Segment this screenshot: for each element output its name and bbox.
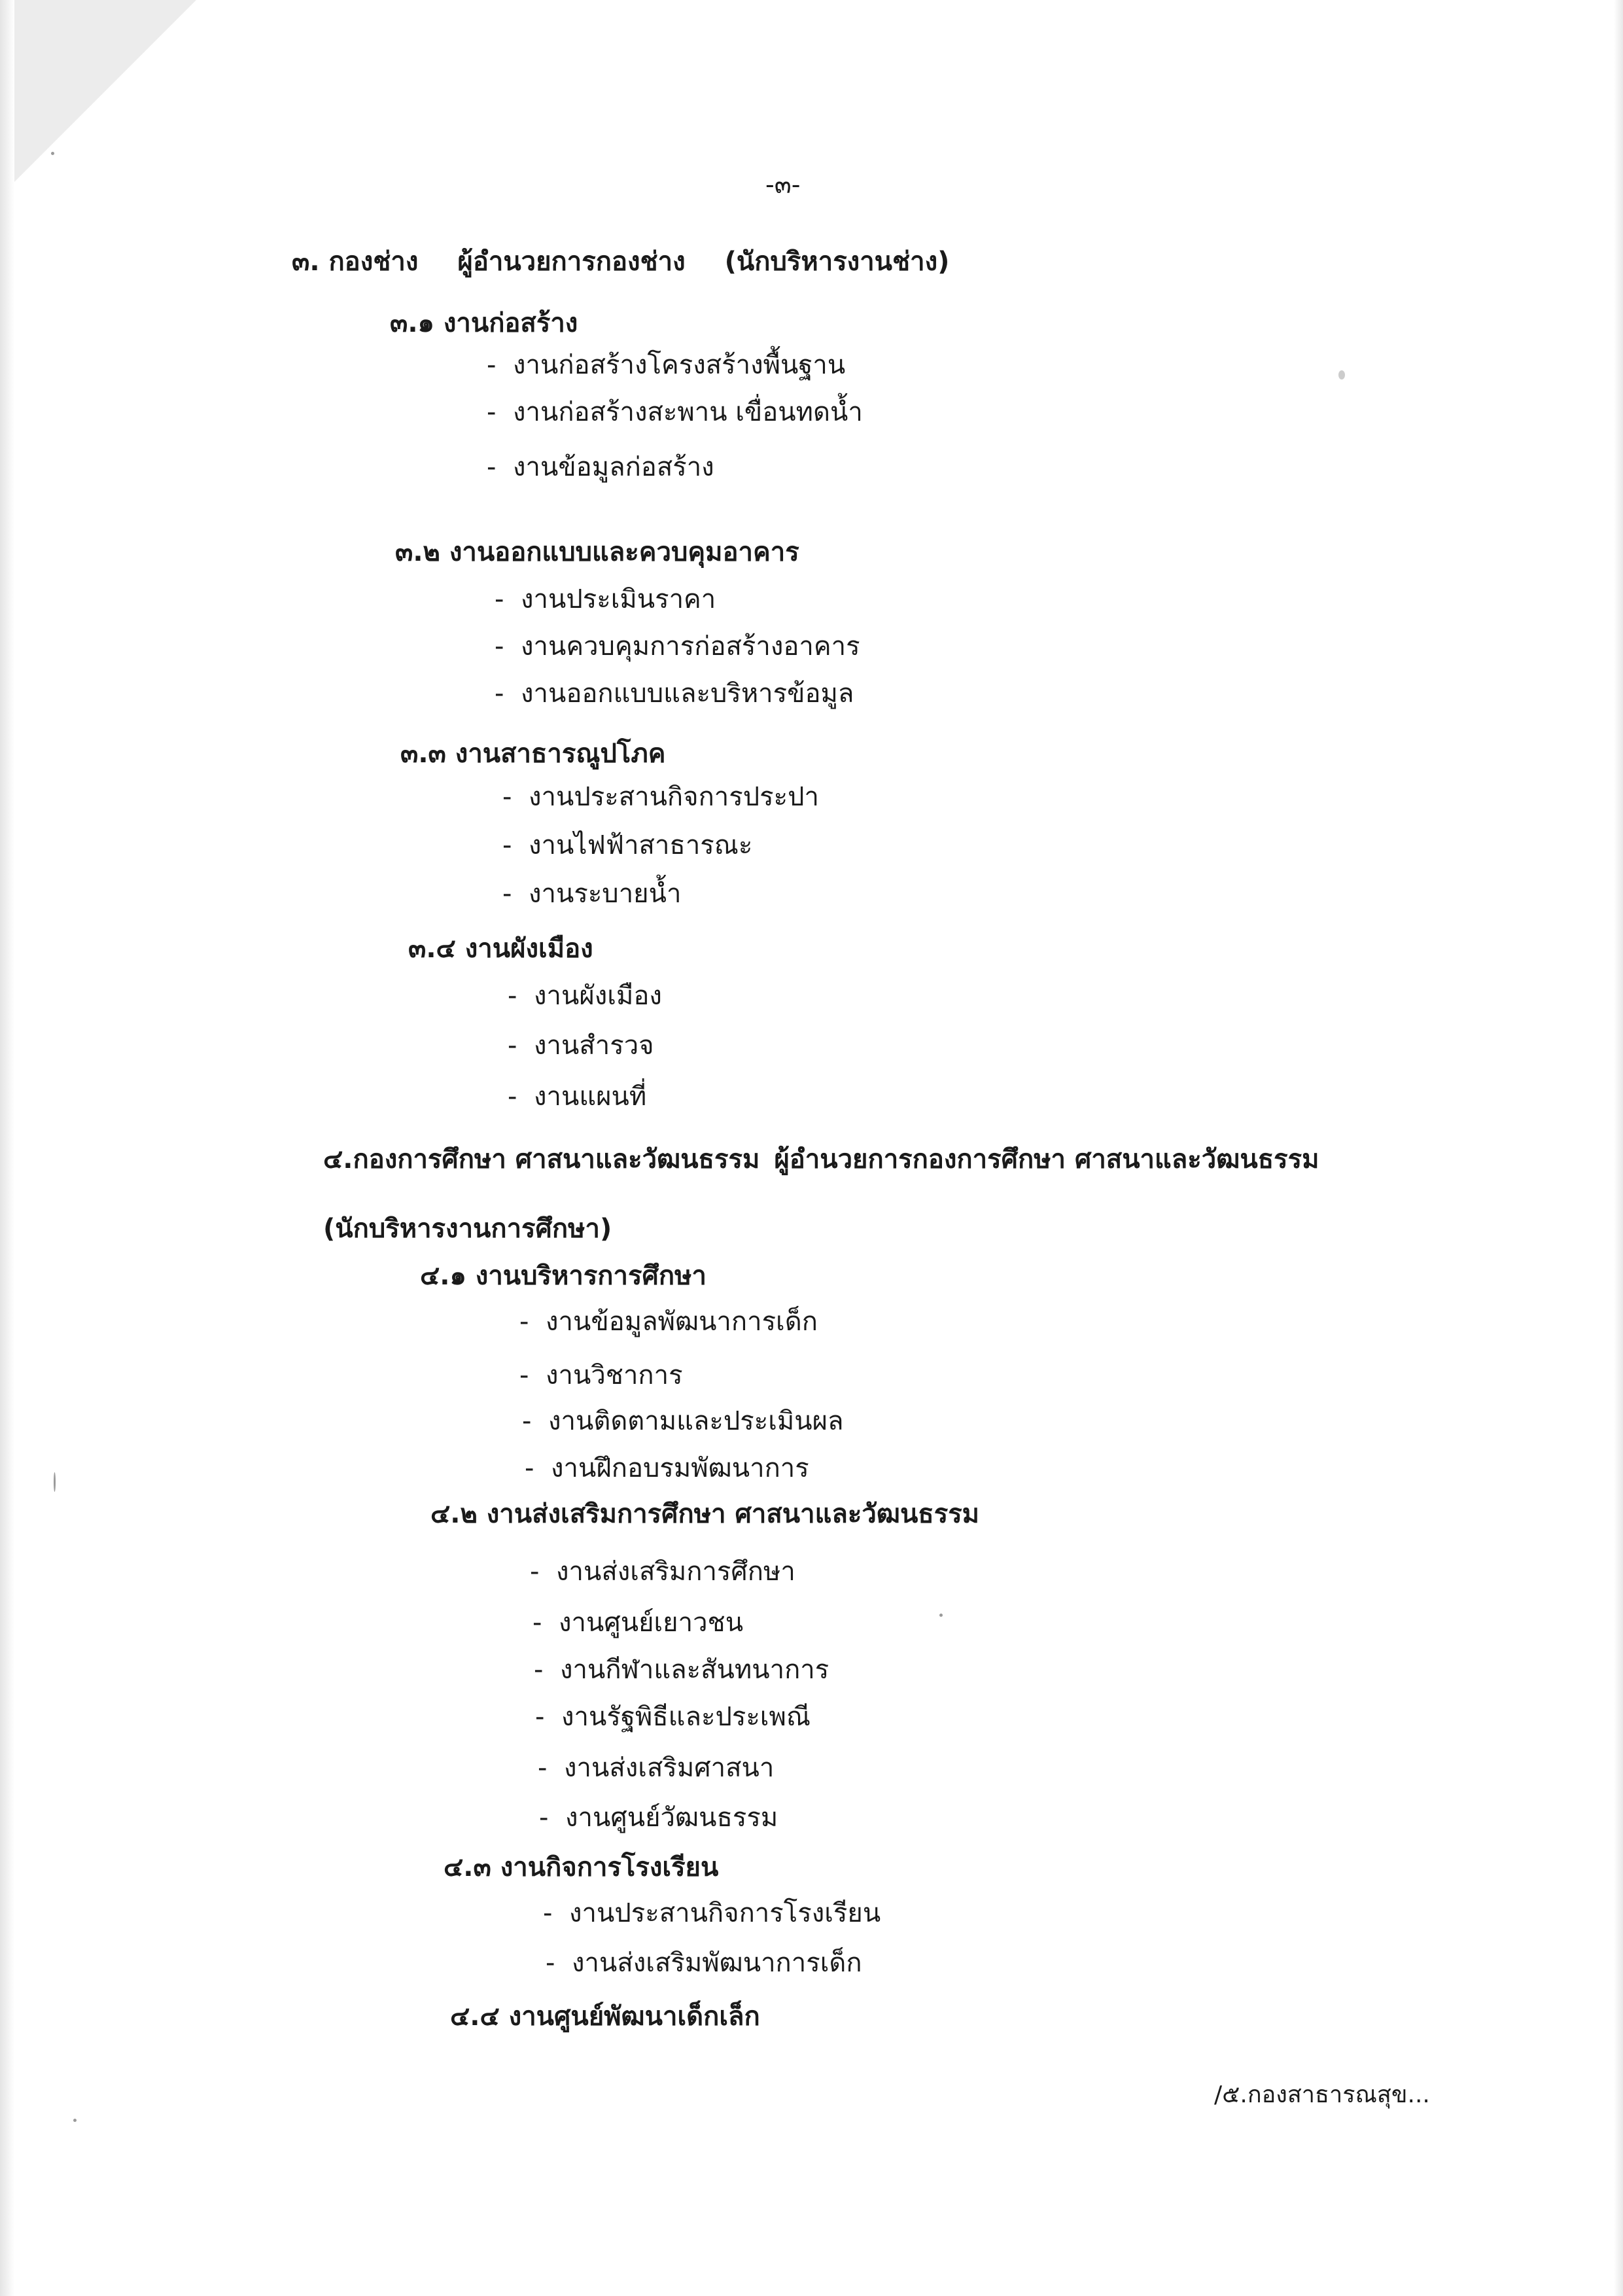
division-name: ๔.กองการศึกษา ศาสนาและวัฒนธรรม [323, 1144, 760, 1174]
list-item: - งานส่งเสริมการศึกษา [530, 1557, 795, 1587]
list-item: - งานศูนย์เยาวชน [532, 1608, 744, 1638]
list-item: - งานก่อสร้างโครงสร้างพื้นฐาน [487, 350, 846, 380]
list-item: - งานศูนย์วัฒนธรรม [539, 1803, 778, 1833]
list-item: - งานสำรวจ [508, 1031, 654, 1061]
section-title: ๔.๓ งานกิจการโรงเรียน [444, 1852, 719, 1882]
division-position: (นักบริหารงานการศึกษา) [323, 1214, 612, 1244]
list-item: - งานรัฐพิธีและประเพณี [535, 1702, 811, 1732]
list-item: - งานส่งเสริมพัฒนาการเด็ก [546, 1948, 862, 1978]
list-item: - งานฝึกอบรมพัฒนาการ [525, 1453, 809, 1483]
division-heading [292, 245, 949, 279]
list-item: - งานประเมินราคา [495, 584, 716, 614]
page-edge-right [1614, 0, 1623, 2296]
list-item: - งานข้อมูลก่อสร้าง [487, 452, 714, 482]
division-head: ผู้อำนวยการกองการศึกษา ศาสนาและวัฒนธรรม [774, 1144, 1319, 1174]
section-title: ๓.๑ งานก่อสร้าง [390, 308, 578, 338]
list-item: - งานแผนที่ [508, 1082, 647, 1112]
section-title: ๔.๒ งานส่งเสริมการศึกษา ศาสนาและวัฒนธรรม [430, 1499, 980, 1529]
list-item: - งานประสานกิจการประปา [502, 782, 819, 812]
scan-speck [1338, 370, 1345, 380]
division-name: ๓. กองช่าง [292, 247, 419, 277]
section-title: ๔.๔ งานศูนย์พัฒนาเด็กเล็ก [450, 2002, 760, 2032]
list-item: - งานกีฬาและสันทนาการ [534, 1655, 829, 1685]
page-edge-left [0, 0, 14, 2296]
section-title: ๔.๑ งานบริหารการศึกษา [420, 1261, 707, 1291]
section-title: ๓.๔ งานผังเมือง [408, 934, 593, 964]
footer-continuation: /๕.กองสาธารณสุข... [1214, 2081, 1430, 2108]
division-heading [323, 1142, 1319, 1176]
page-corner-shadow [0, 0, 196, 196]
section-title: ๓.๓ งานสาธารณูปโภค [400, 739, 666, 769]
division-position: (นักบริหารงานช่าง) [724, 247, 950, 277]
list-item: - งานก่อสร้างสะพาน เขื่อนทดน้ำ [487, 397, 863, 427]
division-head: ผู้อำนวยการกองช่าง [457, 247, 686, 277]
list-item: - งานติดตามและประเมินผล [522, 1406, 844, 1436]
list-item: - งานประสานกิจการโรงเรียน [543, 1898, 881, 1928]
list-item: - งานควบคุมการก่อสร้างอาคาร [495, 631, 860, 662]
scan-speck [54, 1472, 56, 1492]
page-number: -๓- [765, 170, 801, 199]
list-item: - งานข้อมูลพัฒนาการเด็ก [519, 1307, 818, 1337]
section-title: ๓.๒ งานออกแบบและควบคุมอาคาร [395, 537, 799, 567]
list-item: - งานวิชาการ [519, 1360, 683, 1390]
list-item: - งานระบายน้ำ [502, 879, 682, 909]
scan-speck [51, 152, 54, 155]
list-item: - งานไฟฟ้าสาธารณะ [502, 830, 753, 860]
scan-speck [939, 1614, 943, 1617]
list-item: - งานส่งเสริมศาสนา [538, 1753, 775, 1783]
scan-speck [73, 2119, 77, 2122]
list-item: - งานผังเมือง [508, 981, 662, 1011]
list-item: - งานออกแบบและบริหารข้อมูล [495, 679, 854, 709]
